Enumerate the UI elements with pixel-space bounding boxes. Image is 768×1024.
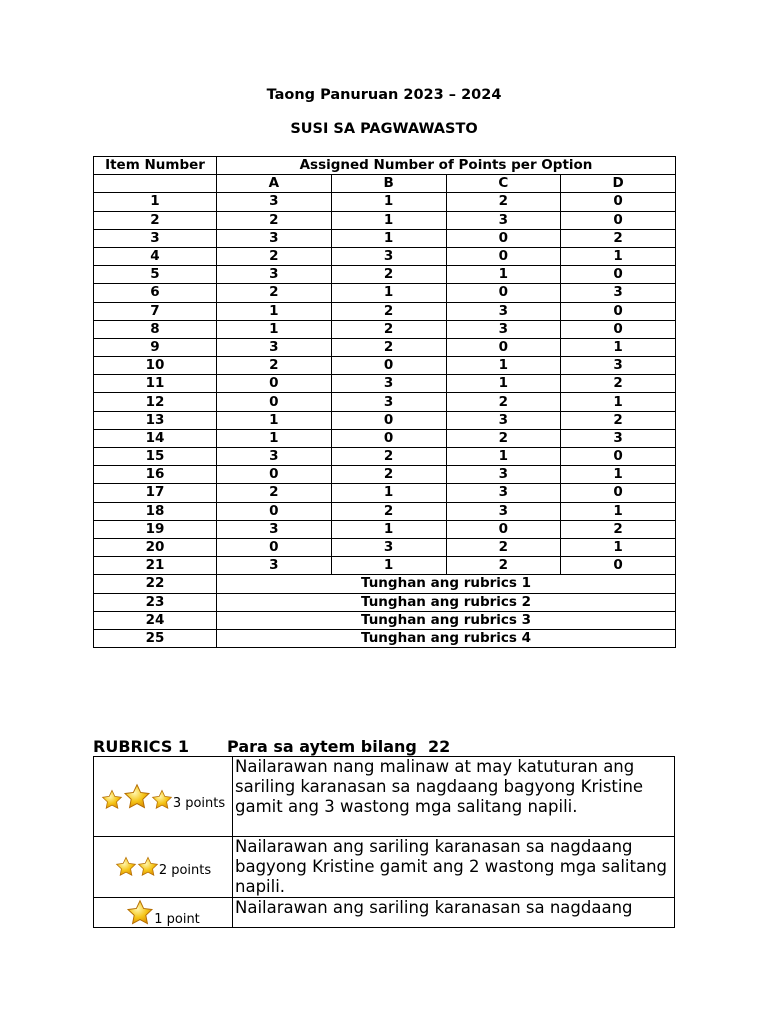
points-cell: 1 [561, 538, 676, 556]
star-rating-icon [126, 899, 154, 927]
points-cell: 1 [331, 229, 446, 247]
item-number-cell: 15 [94, 448, 217, 466]
points-cell: 1 [561, 466, 676, 484]
item-number-cell: 3 [94, 229, 217, 247]
points-cell: 3 [217, 448, 332, 466]
points-cell: 3 [331, 538, 446, 556]
rubric-description: Nailarawan ang sariling karanasan sa nagdaang [233, 898, 675, 928]
answer-key-table [93, 156, 676, 648]
points-cell: 2 [331, 320, 446, 338]
rubric-row [94, 898, 675, 928]
points-cell: 3 [446, 484, 561, 502]
points-cell: 1 [446, 448, 561, 466]
table-row [94, 466, 676, 484]
points-cell: 1 [331, 557, 446, 575]
table-row [94, 575, 676, 593]
item-number-cell: 11 [94, 375, 217, 393]
points-cell: 0 [217, 502, 332, 520]
points-cell: 2 [331, 302, 446, 320]
item-number-cell: 23 [94, 593, 217, 611]
rubric-row [94, 837, 675, 898]
points-cell: 1 [446, 357, 561, 375]
points-cell: 2 [446, 557, 561, 575]
points-cell: 3 [446, 411, 561, 429]
rubric-points-cell [94, 757, 233, 837]
option-header-a: A [217, 175, 332, 193]
points-cell: 3 [561, 357, 676, 375]
table-row [94, 284, 676, 302]
points-cell: 1 [331, 484, 446, 502]
points-cell: 2 [331, 448, 446, 466]
item-number-cell: 17 [94, 484, 217, 502]
item-number-cell: 22 [94, 575, 217, 593]
item-number-cell: 14 [94, 429, 217, 447]
points-cell: 0 [446, 229, 561, 247]
points-cell: 2 [561, 229, 676, 247]
rubric-1-body [94, 757, 675, 928]
points-cell: 1 [217, 429, 332, 447]
points-cell: 1 [561, 247, 676, 265]
item-number-cell: 1 [94, 193, 217, 211]
item-number-cell: 21 [94, 557, 217, 575]
points-cell: 0 [217, 538, 332, 556]
item-number-cell: 10 [94, 357, 217, 375]
points-cell: 0 [446, 520, 561, 538]
rubric-points-cell [94, 837, 233, 898]
points-cell: 2 [217, 211, 332, 229]
points-cell: 3 [331, 375, 446, 393]
school-year-heading: Taong Panuruan 2023 – 2024 [266, 87, 502, 103]
points-cell: 2 [217, 247, 332, 265]
table-row [94, 538, 676, 556]
item-number-cell: 5 [94, 266, 217, 284]
points-cell: 2 [331, 338, 446, 356]
points-label: 2 points [158, 863, 212, 878]
points-label: 3 points [172, 795, 226, 811]
points-cell: 3 [217, 266, 332, 284]
points-cell: 1 [217, 411, 332, 429]
points-cell: 2 [217, 484, 332, 502]
points-cell: 3 [446, 502, 561, 520]
table-row [94, 229, 676, 247]
points-cell: 0 [331, 429, 446, 447]
item-number-cell: 4 [94, 247, 217, 265]
points-cell: 1 [217, 302, 332, 320]
points-cell: 3 [446, 211, 561, 229]
table-row [94, 448, 676, 466]
table-row [94, 611, 676, 629]
points-cell: 0 [446, 338, 561, 356]
points-cell: 2 [217, 357, 332, 375]
points-cell: 3 [331, 393, 446, 411]
item-number-cell: 16 [94, 466, 217, 484]
table-row [94, 266, 676, 284]
points-cell: 0 [561, 211, 676, 229]
item-number-cell: 2 [94, 211, 217, 229]
points-cell: 0 [217, 375, 332, 393]
rubric-row [94, 757, 675, 837]
item-number-cell: 19 [94, 520, 217, 538]
points-cell: 2 [561, 411, 676, 429]
points-cell: 0 [561, 448, 676, 466]
rubric-1-heading [93, 737, 450, 756]
empty-header-cell [94, 175, 217, 193]
rubric-1-subtitle: Para sa aytem bilang 22 [227, 737, 451, 756]
points-cell: 1 [446, 266, 561, 284]
table-row [94, 375, 676, 393]
points-cell: 3 [217, 229, 332, 247]
points-cell: 0 [217, 466, 332, 484]
points-cell: 1 [331, 211, 446, 229]
table-row [94, 338, 676, 356]
points-cell: 1 [561, 393, 676, 411]
option-header-b: B [331, 175, 446, 193]
rubric-reference-cell: Tunghan ang rubrics 4 [217, 629, 676, 647]
points-cell: 0 [331, 411, 446, 429]
item-number-cell: 18 [94, 502, 217, 520]
item-number-cell: 9 [94, 338, 217, 356]
table-row [94, 502, 676, 520]
table-header-row [94, 157, 676, 175]
points-cell: 0 [446, 284, 561, 302]
points-cell: 3 [446, 320, 561, 338]
points-cell: 0 [561, 484, 676, 502]
points-cell: 1 [331, 520, 446, 538]
table-row [94, 211, 676, 229]
col-header-item-number: Item Number [94, 157, 217, 175]
item-number-cell: 6 [94, 284, 217, 302]
points-cell: 2 [446, 538, 561, 556]
points-cell: 0 [446, 247, 561, 265]
points-cell: 1 [561, 502, 676, 520]
points-cell: 3 [217, 193, 332, 211]
points-cell: 2 [331, 502, 446, 520]
points-cell: 0 [217, 393, 332, 411]
item-number-cell: 7 [94, 302, 217, 320]
table-row [94, 520, 676, 538]
rubric-points-cell [94, 898, 233, 928]
rubric-1-table [93, 756, 675, 928]
table-row [94, 393, 676, 411]
points-cell: 0 [561, 193, 676, 211]
rubric-reference-cell: Tunghan ang rubrics 1 [217, 575, 676, 593]
rubric-1-title: RUBRICS 1 [93, 737, 190, 756]
table-row [94, 629, 676, 647]
points-cell: 1 [331, 284, 446, 302]
points-cell: 0 [561, 320, 676, 338]
star-rating-icon [101, 783, 173, 811]
points-cell: 0 [561, 557, 676, 575]
table-row [94, 193, 676, 211]
points-cell: 3 [446, 302, 561, 320]
item-number-cell: 12 [94, 393, 217, 411]
points-cell: 1 [561, 338, 676, 356]
item-number-cell: 13 [94, 411, 217, 429]
points-cell: 2 [446, 429, 561, 447]
col-header-points: Assigned Number of Points per Option [217, 157, 676, 175]
points-cell: 2 [446, 393, 561, 411]
option-header-c: C [446, 175, 561, 193]
points-cell: 1 [446, 375, 561, 393]
rubric-reference-cell: Tunghan ang rubrics 3 [217, 611, 676, 629]
points-cell: 0 [331, 357, 446, 375]
answer-key-body [94, 193, 676, 648]
item-number-cell: 24 [94, 611, 217, 629]
item-number-cell: 8 [94, 320, 217, 338]
table-row [94, 429, 676, 447]
points-cell: 2 [561, 520, 676, 538]
item-number-cell: 25 [94, 629, 217, 647]
item-number-cell: 20 [94, 538, 217, 556]
answer-key-title: SUSI SA PAGWAWASTO [290, 121, 478, 137]
table-row [94, 302, 676, 320]
points-cell: 2 [331, 466, 446, 484]
points-cell: 2 [561, 375, 676, 393]
points-cell: 2 [331, 266, 446, 284]
option-header-row [94, 175, 676, 193]
points-cell: 0 [561, 302, 676, 320]
table-row [94, 593, 676, 611]
points-cell: 0 [561, 266, 676, 284]
points-cell: 3 [561, 429, 676, 447]
points-cell: 3 [446, 466, 561, 484]
star-rating-icon [115, 856, 159, 878]
option-header-d: D [561, 175, 676, 193]
points-cell: 1 [217, 320, 332, 338]
table-row [94, 484, 676, 502]
points-cell: 3 [217, 557, 332, 575]
points-cell: 1 [331, 193, 446, 211]
points-label: 1 point [154, 911, 200, 927]
rubric-description: Nailarawan ang sariling karanasan sa nagdaang bagyong Kristine gamit ang 2 wastong mga salitang napili. [233, 837, 675, 898]
table-row [94, 357, 676, 375]
rubric-description: Nailarawan nang malinaw at may katuturan ang sariling karanasan sa nagdaang bagyong Kristine gamit ang 3 wastong mga salitang napili. [233, 757, 675, 837]
table-row [94, 557, 676, 575]
table-row [94, 411, 676, 429]
points-cell: 2 [446, 193, 561, 211]
points-cell: 2 [217, 284, 332, 302]
points-cell: 3 [217, 338, 332, 356]
rubric-reference-cell: Tunghan ang rubrics 2 [217, 593, 676, 611]
points-cell: 3 [331, 247, 446, 265]
table-row [94, 247, 676, 265]
points-cell: 3 [561, 284, 676, 302]
table-row [94, 320, 676, 338]
points-cell: 3 [217, 520, 332, 538]
